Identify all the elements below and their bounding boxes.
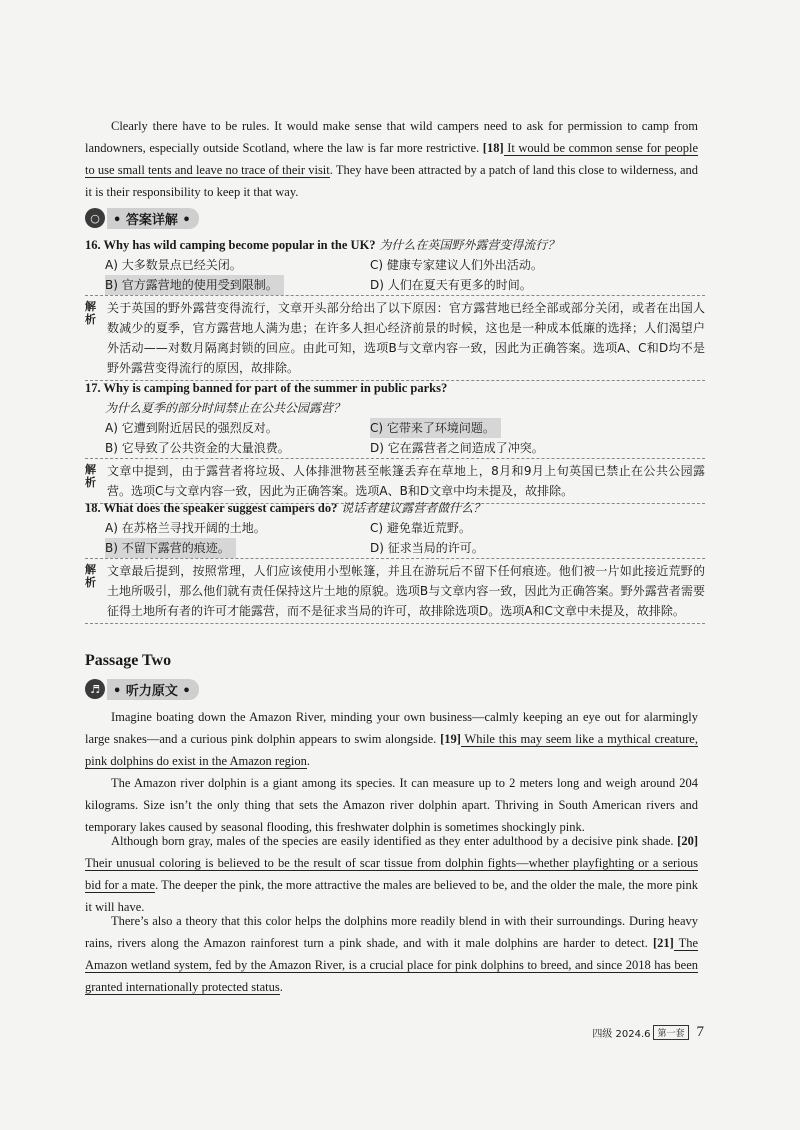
question-ref: [18] bbox=[482, 141, 504, 155]
page-footer bbox=[592, 1024, 704, 1041]
section-title: • 答案详解 • bbox=[107, 208, 199, 229]
option-d: D) 人们在夏天有更多的时间。 bbox=[370, 278, 532, 292]
page-number: 7 bbox=[696, 1024, 704, 1040]
option-a: A) 大多数景点已经关闭。 bbox=[105, 258, 242, 272]
underlined-answer: The Amazon wetland system, fed by the Amazon River, is a crucial place for pink dolphins to breed, and since 2018 has been granted internationally protected status bbox=[85, 936, 699, 994]
question-title: 17. Why is camping banned for part of the summer in public parks? bbox=[85, 381, 448, 395]
passage-title: Passage Two bbox=[85, 652, 172, 669]
option-b-correct: B) 不留下露营的痕迹。 bbox=[105, 538, 236, 558]
underlined-answer: It would be common sense for people to use small tents and leave no trace of their visit bbox=[85, 141, 698, 177]
option-a: A) 它遭到附近居民的强烈反对。 bbox=[105, 421, 278, 435]
passage-paragraph: Although born gray, males of the species are easily identified as they enter adulthood by a decisive pink shade. [20] Their unusual coloring is believed to be the result of scar tissue from dolphin fights—whether playfighting or a serious bid for a mate. The deeper the pink, the more attractive the males are believed to be, and the older the male, the more pink it will have. bbox=[85, 834, 698, 914]
headphones-icon: ♬ bbox=[85, 679, 105, 699]
answer-section-header bbox=[85, 207, 199, 229]
exam-label: 四级 2024.6 bbox=[592, 1029, 651, 1040]
question-ref: [20] bbox=[677, 834, 698, 848]
analysis-text: 关于英国的野外露营变得流行，文章开头部分给出了以下原因：官方露营地已经全部或部分关闭，或者在出国人数减少的夏季，官方露营地人满为患；在许多人担心经济前景的时候，这也是一种成本低廉的选择；人们渴望户外活动——对数月隔离封锁的回应。由此可知，选项B与文章内容一致，因此为正确答案。选项A、C和D均不是野外露营变得流行的原因，故排除。 bbox=[107, 301, 705, 375]
underlined-answer: Their unusual coloring is believed to be the result of scar tissue from dolphin fights—whether playfighting or a serious bid for a mate bbox=[85, 856, 698, 892]
question-translation: 为什么夏季的部分时间禁止在公共公园露营？ bbox=[105, 401, 346, 415]
analysis-text: 文章最后提到，按照常理，人们应该使用小型帐篷，并且在游玩后不留下任何痕迹。他们被一片如此接近荒野的土地所吸引，那么他们就有责任保持这片土地的原貌。选项B与文章内容一致，因此为正确答案。野外露营者需要征得土地所有者的许可才能露营，而不是征求当局的许可，故排除选项D。选项A和C文章中未提及，故排除。 bbox=[107, 564, 705, 618]
analysis-box bbox=[85, 558, 705, 624]
set-tag: 第一套 bbox=[653, 1025, 688, 1040]
question-ref: [21] bbox=[652, 936, 674, 950]
option-c-correct: C) 它带来了环境问题。 bbox=[370, 418, 501, 438]
analysis-label: 解析 bbox=[85, 563, 96, 589]
lightbulb-icon: ○ bbox=[85, 208, 105, 228]
analysis-box bbox=[85, 295, 705, 381]
passage-paragraph: There’s also a theory that this color helps the dolphins more readily blend in with their surroundings. During heavy rains, rivers along the Amazon rainforest turn a pink shade, and with it male dolphins are harder to detect. [21] The Amazon wetland system, fed by the Amazon River, is a crucial place for pink dolphins to breed, and since 2018 has been granted internationally protected status. bbox=[85, 914, 699, 994]
question-title: 18. What does the speaker suggest campers do? 说话者建议露营者做什么？ bbox=[85, 501, 486, 515]
underlined-answer: While this may seem like a mythical creature, pink dolphins do exist in the Amazon region bbox=[85, 732, 698, 768]
option-b: B) 它导致了公共资金的大量浪费。 bbox=[105, 441, 290, 455]
question-ref: [19] bbox=[440, 732, 461, 746]
transcript-section-header bbox=[85, 678, 199, 700]
option-d: D) 征求当局的许可。 bbox=[370, 541, 484, 555]
analysis-label: 解析 bbox=[85, 463, 96, 489]
question-title: 16. Why has wild camping become popular in the UK? 为什么在英国野外露营变得流行？ bbox=[85, 238, 560, 252]
option-a: A) 在苏格兰寻找开阔的土地。 bbox=[105, 521, 266, 535]
option-c: C) 健康专家建议人们外出活动。 bbox=[370, 258, 543, 272]
passage-paragraph: Clearly there have to be rules. It would make sense that wild campers need to ask for permission to camp from landowners, especially outside Scotland, where the law is far more restrictive. [18] It would be common sense for people to use small tents and leave no trace of their visit. They have been attracted by a patch of land this close to wilderness, and it is their responsibility to keep it that way. bbox=[85, 119, 699, 199]
option-b-correct: B) 官方露营地的使用受到限制。 bbox=[105, 275, 284, 295]
passage-paragraph: Imagine boating down the Amazon River, minding your own business—calmly keeping an eye out for alarmingly large snakes—and a curious pink dolphin appears to swim alongside. [19] While this may seem like a mythical creature, pink dolphins do exist in the Amazon region. bbox=[85, 710, 698, 768]
section-title: • 听力原文 • bbox=[107, 679, 199, 700]
passage-paragraph: The Amazon river dolphin is a giant among its species. It can measure up to 2 meters long and weigh around 204 kilograms. Size isn’t the only thing that sets the Amazon river dolphin apart. Thriving in South American rivers and temporary lakes caused by seasonal flooding, this freshwater dolphin is sometimes shockingly pink. bbox=[85, 776, 698, 834]
analysis-text: 文章中提到，由于露营者将垃圾、人体排泄物甚至帐篷丢弃在草地上，8月和9月上旬英国已禁止在公共公园露营。选项C与文章内容一致，因此为正确答案。选项A、B和D文章中均未提及，故排除。 bbox=[107, 464, 705, 498]
analysis-label: 解析 bbox=[85, 300, 96, 326]
option-d: D) 它在露营者之间造成了冲突。 bbox=[370, 441, 544, 455]
option-c: C) 避免靠近荒野。 bbox=[370, 521, 471, 535]
